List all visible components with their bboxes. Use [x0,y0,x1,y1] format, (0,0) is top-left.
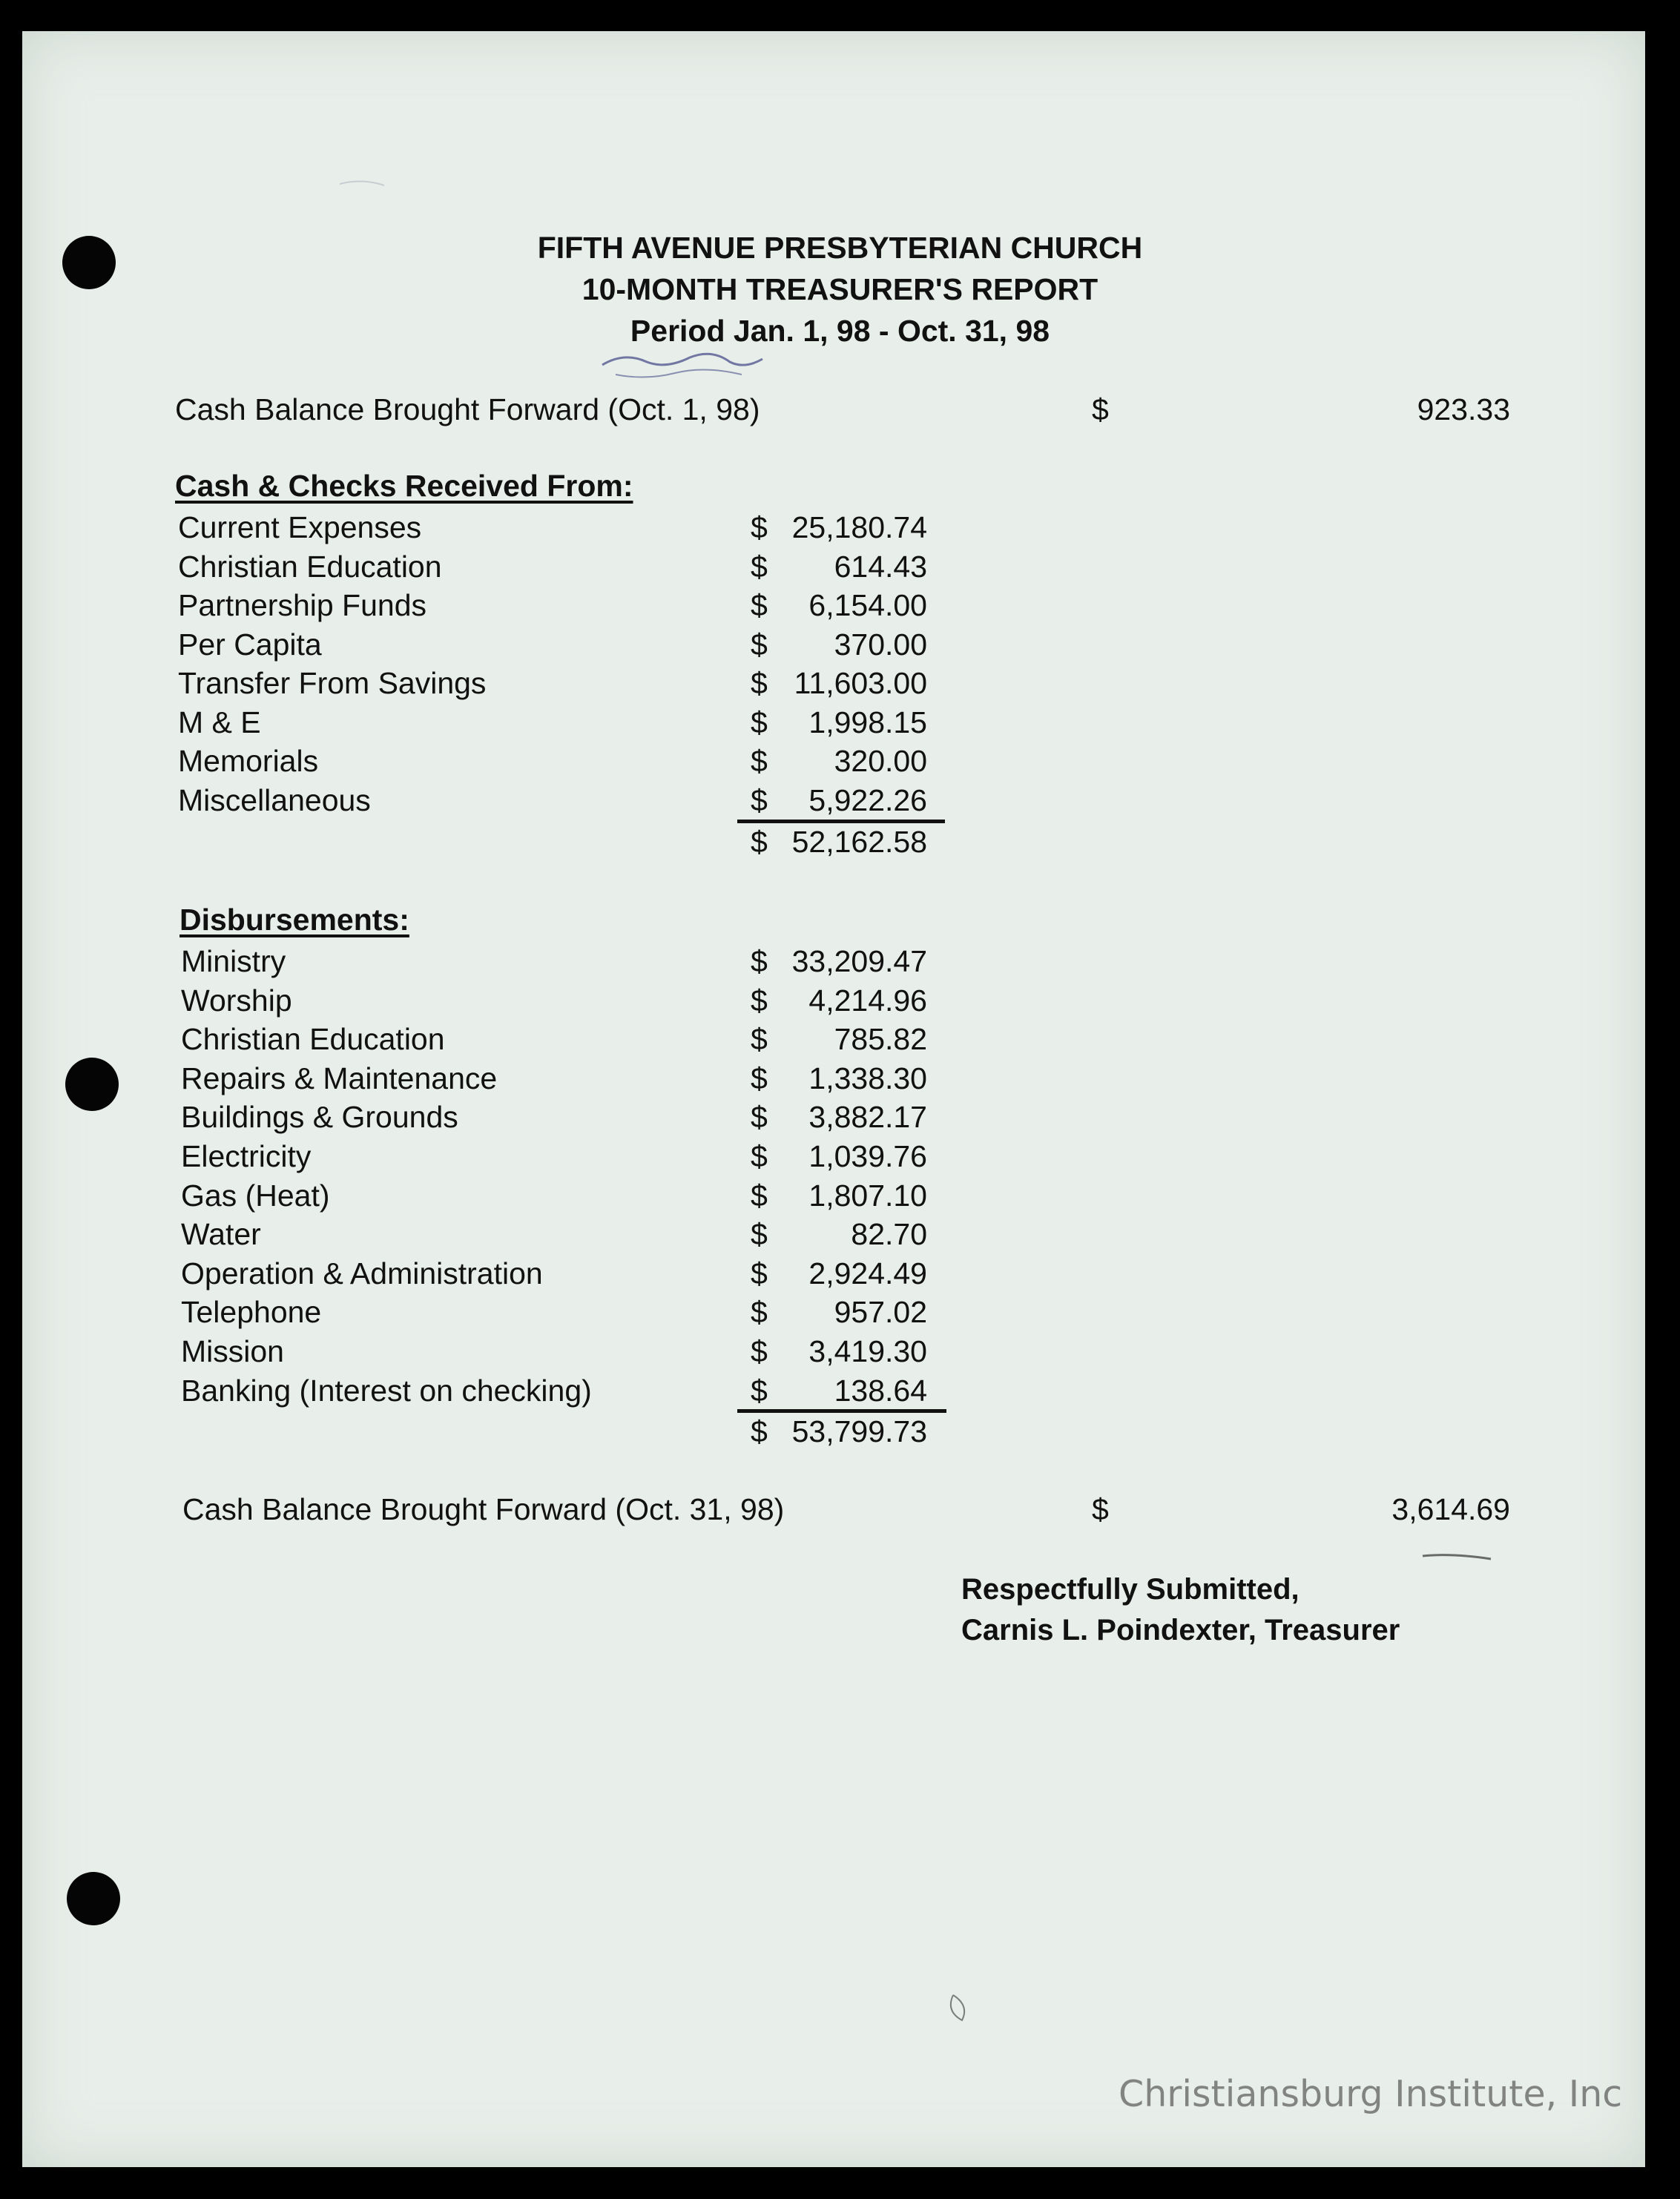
report-title: 10-MONTH TREASURER'S REPORT [582,272,1098,306]
document-page [22,31,1645,2167]
receipts-item-label: Christian Education [178,549,442,584]
receipts-total-amount: 52,162.58 [791,825,927,859]
receipts-item-label: Memorials [178,744,319,778]
binder-hole-bottom [67,1872,120,1925]
receipts-item-amount: 5,922.26 [808,782,927,817]
disbursements-item-amount: 4,214.96 [808,983,927,1018]
disbursements-item-label: Mission [181,1334,284,1368]
receipts-item-amount: 370.00 [834,627,927,662]
disbursements-item-label: Ministry [181,944,286,978]
receipts-item-amount: 25,180.74 [791,510,927,544]
disbursements-item-amount: 1,039.76 [808,1139,927,1173]
opening-balance-currency: $ [1092,392,1109,426]
closing-balance-amount: 3,614.69 [1391,1492,1510,1526]
disbursements-item-amount: 33,209.47 [791,944,927,978]
disbursements-item-currency: $ [751,1217,768,1252]
disbursements-item-label: Gas (Heat) [181,1178,330,1213]
receipts-item-label: M & E [178,705,261,739]
disbursements-item-label: Water [181,1217,261,1252]
disbursements-item-currency: $ [751,983,768,1018]
disbursements-item-amount: 1,338.30 [808,1061,927,1095]
watermark: Christiansburg Institute, Inc [1119,2073,1623,2115]
receipts-item-amount: 1,998.15 [808,705,927,739]
disbursements-item-currency: $ [751,944,768,978]
receipts-item-amount: 6,154.00 [808,588,927,622]
disbursements-item-currency: $ [751,1022,768,1057]
disbursements-item-label: Buildings & Grounds [181,1100,458,1135]
disbursements-item-label: Operation & Administration [181,1256,543,1290]
receipts-item-currency: $ [751,705,768,739]
receipts-item-label: Partnership Funds [178,588,427,622]
receipts-item-currency: $ [751,588,768,622]
receipts-heading: Cash & Checks Received From: [175,469,633,503]
disbursements-item-amount: 3,882.17 [808,1100,927,1135]
disbursements-item-amount: 1,807.10 [808,1178,927,1213]
disbursements-item-amount: 3,419.30 [808,1334,927,1368]
closing-balance-label: Cash Balance Brought Forward (Oct. 31, 98) [182,1492,785,1526]
disbursements-heading: Disbursements: [179,903,409,937]
receipts-item-currency: $ [751,549,768,584]
disbursements-item-currency: $ [751,1139,768,1173]
disbursements-item-amount: 138.64 [834,1373,927,1408]
receipts-item-label: Transfer From Savings [178,666,487,700]
disbursements-total-rule [737,1409,946,1413]
church-name: FIFTH AVENUE PRESBYTERIAN CHURCH [537,231,1143,265]
disbursements-item-amount: 82.70 [851,1217,927,1252]
disbursements-item-amount: 2,924.49 [808,1256,927,1290]
disbursements-item-currency: $ [751,1178,768,1213]
disbursements-item-label: Telephone [181,1295,322,1330]
disbursements-item-currency: $ [751,1256,768,1290]
disbursements-item-label: Christian Education [181,1022,445,1057]
receipts-total-currency: $ [751,825,768,859]
disbursements-item-currency: $ [751,1100,768,1135]
binder-hole-middle [65,1058,119,1111]
report-period: Period Jan. 1, 98 - Oct. 31, 98 [630,314,1050,348]
receipts-item-label: Miscellaneous [178,782,371,817]
receipts-item-currency: $ [751,510,768,544]
disbursements-item-label: Worship [181,983,292,1018]
receipts-total-rule [737,820,945,823]
closing-balance-currency: $ [1092,1492,1109,1526]
disbursements-item-currency: $ [751,1061,768,1095]
receipts-item-currency: $ [751,666,768,700]
receipts-item-currency: $ [751,744,768,778]
receipts-item-amount: 614.43 [834,549,927,584]
receipts-item-label: Current Expenses [178,510,422,544]
disbursements-total-amount: 53,799.73 [791,1414,927,1448]
opening-balance-label: Cash Balance Brought Forward (Oct. 1, 98) [175,392,760,426]
disbursements-item-label: Repairs & Maintenance [181,1061,498,1095]
disbursements-item-currency: $ [751,1334,768,1368]
receipts-item-currency: $ [751,782,768,817]
receipts-item-amount: 320.00 [834,744,927,778]
disbursements-item-currency: $ [751,1295,768,1330]
disbursements-item-amount: 785.82 [834,1022,927,1057]
receipts-item-currency: $ [751,627,768,662]
disbursements-total-currency: $ [751,1414,768,1448]
disbursements-item-label: Banking (Interest on checking) [181,1373,592,1408]
receipts-item-label: Per Capita [178,627,322,662]
disbursements-item-currency: $ [751,1373,768,1408]
opening-balance-amount: 923.33 [1417,392,1510,426]
disbursements-item-label: Electricity [181,1139,312,1173]
disbursements-item-amount: 957.02 [834,1295,927,1330]
signature-line-1: Respectfully Submitted, [961,1573,1299,1606]
receipts-item-amount: 11,603.00 [794,666,927,700]
signature-line-2: Carnis L. Poindexter, Treasurer [961,1614,1400,1646]
